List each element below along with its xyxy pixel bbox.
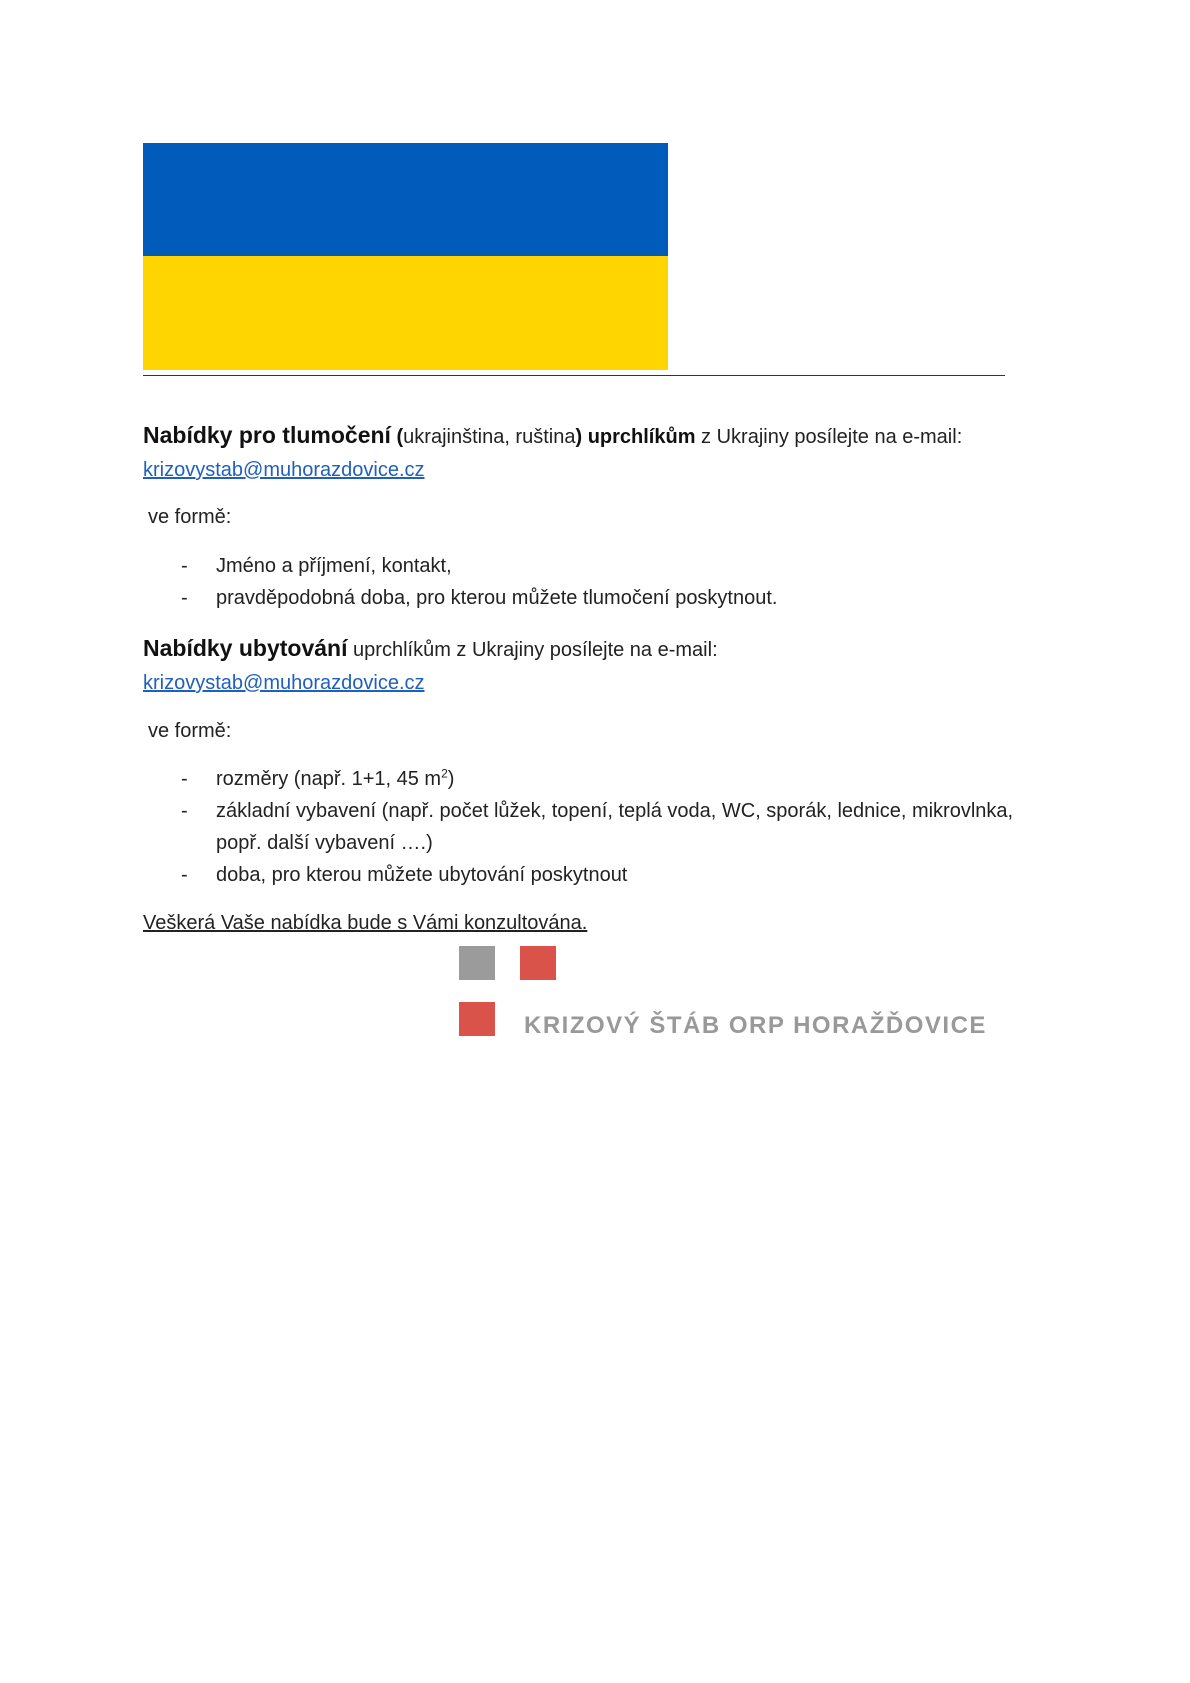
bullet-dash: - bbox=[181, 864, 188, 886]
list-item-text: základní vybavení (např. počet lůžek, topení, teplá voda, WC, sporák, lednice, mikrovlnka, popř. další vybavení ….) bbox=[216, 800, 1014, 854]
logo-red-square-top bbox=[520, 946, 556, 980]
interpreting-heading-rest: z Ukrajiny posílejte na e-mail: bbox=[695, 426, 963, 448]
accommodation-intro: ve formě: bbox=[148, 720, 232, 742]
interpreting-intro: ve formě: bbox=[148, 506, 232, 528]
bullet-dash: - bbox=[181, 555, 188, 577]
interpreting-refugees-bold: uprchlíkům bbox=[587, 426, 696, 448]
superscript-2: 2 bbox=[441, 766, 448, 781]
interpreting-list bbox=[143, 550, 1043, 614]
bullet-dash: - bbox=[181, 587, 188, 609]
logo-gray-square bbox=[459, 946, 495, 980]
list-item bbox=[143, 763, 1043, 795]
separator-line bbox=[143, 375, 1005, 376]
list-item bbox=[143, 795, 1043, 859]
accommodation-heading bbox=[143, 634, 718, 664]
interpreting-heading-bold: Nabídky pro tlumočení bbox=[143, 422, 391, 448]
interpreting-paren-close: ) bbox=[575, 426, 588, 448]
interpreting-paren-open: ( bbox=[390, 426, 404, 448]
list-item-text: rozměry (např. 1+1, 45 m bbox=[216, 768, 442, 790]
flag-yellow-stripe bbox=[143, 256, 668, 370]
interpreting-languages: ukrajinština, ruština bbox=[403, 426, 576, 448]
closing-note: Veškerá Vaše nabídka bude s Vámi konzultována. bbox=[143, 912, 588, 934]
bullet-dash: - bbox=[181, 768, 188, 790]
logo-text: KRIZOVÝ ŠTÁB ORP HORAŽĎOVICE bbox=[524, 1012, 987, 1039]
list-item-text: pravděpodobná doba, pro kterou můžete tlumočení poskytnout. bbox=[216, 587, 778, 609]
interpreting-heading bbox=[143, 421, 962, 451]
accommodation-heading-bold: Nabídky ubytování bbox=[143, 635, 348, 661]
list-item-text: doba, pro kterou můžete ubytování poskytnout bbox=[216, 864, 628, 886]
bullet-dash: - bbox=[181, 800, 188, 822]
accommodation-list bbox=[143, 763, 1043, 891]
logo-red-square-bottom bbox=[459, 1002, 495, 1036]
krizovy-stab-logo bbox=[459, 946, 1019, 1042]
accommodation-heading-rest: uprchlíkům z Ukrajiny posílejte na e-mail: bbox=[347, 639, 718, 661]
list-item bbox=[143, 550, 1043, 582]
list-item bbox=[143, 859, 1043, 891]
list-item-text-suffix: ) bbox=[447, 768, 455, 790]
interpreting-email-link[interactable]: krizovystab@muhorazdovice.cz bbox=[143, 459, 425, 481]
ukraine-flag bbox=[143, 143, 668, 370]
list-item-text: Jméno a příjmení, kontakt, bbox=[216, 555, 452, 577]
accommodation-email-link[interactable]: krizovystab@muhorazdovice.cz bbox=[143, 672, 425, 694]
list-item bbox=[143, 582, 1043, 614]
flag-blue-stripe bbox=[143, 143, 668, 256]
